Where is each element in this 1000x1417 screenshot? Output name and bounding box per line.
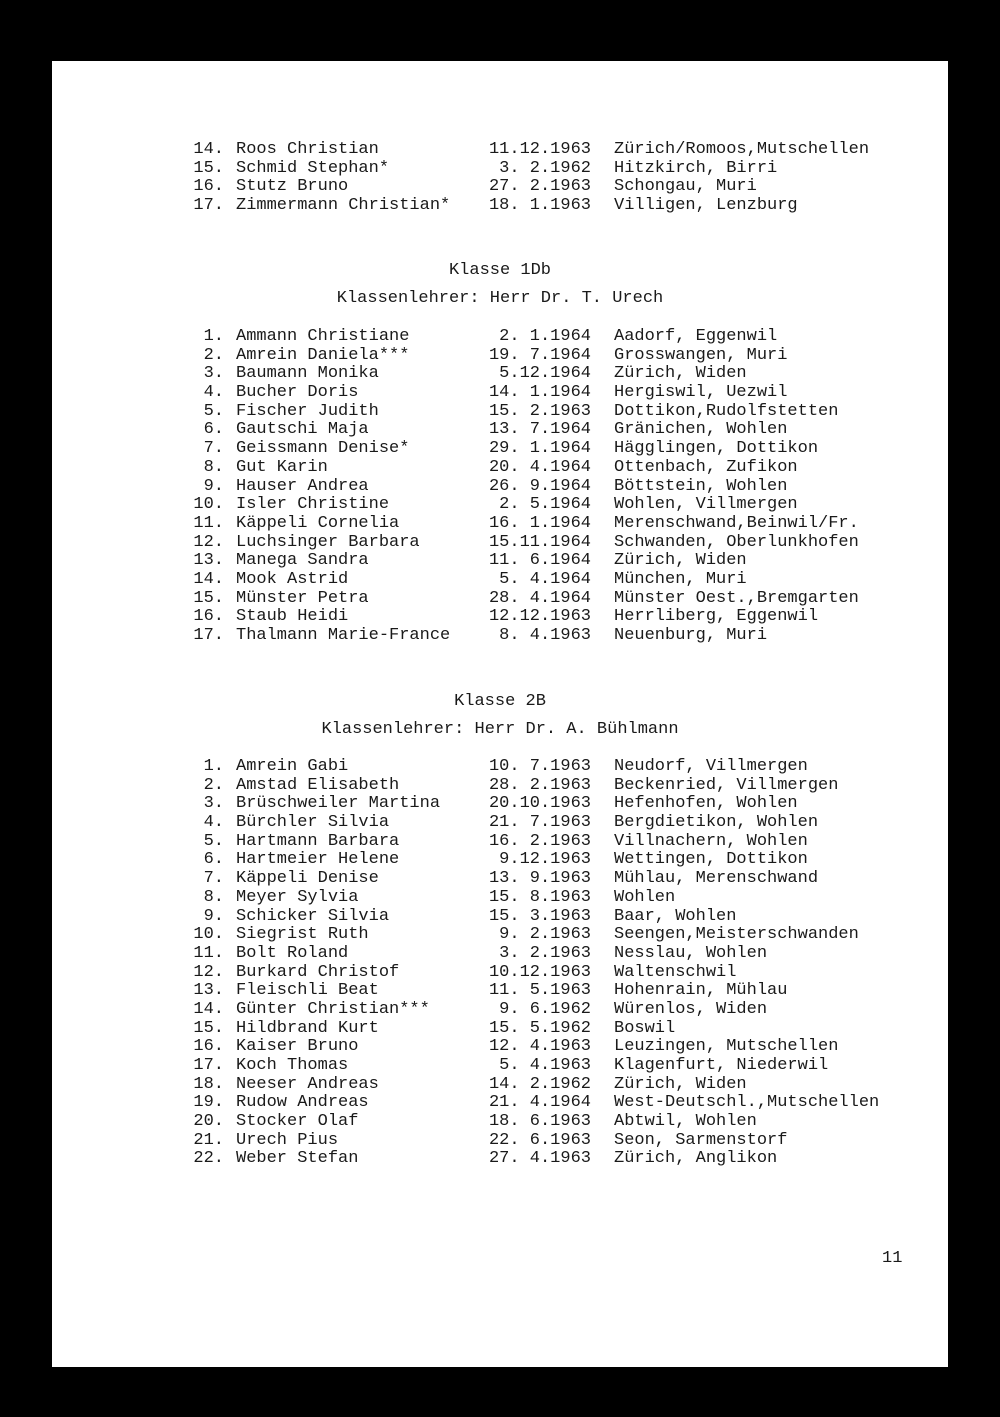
student-name: Neeser Andreas [236,1074,379,1094]
hometown-residence: Zürich, Widen [614,551,747,571]
birth-date: 15. 8.1963 [488,887,591,907]
student-number: 14. [193,999,224,1019]
student-row [52,627,948,646]
birth-date: 11.12.1963 [488,140,591,159]
student-name: Manega Sandra [236,551,369,571]
student-number: 11. [193,513,224,533]
student-row [52,833,948,852]
hometown-residence: Dottikon,Rudolfstetten [614,401,839,421]
student-name: Roos Christian [236,140,379,159]
student-name: Amrein Daniela*** [236,345,410,365]
student-number: 6. [203,420,224,440]
student-name: Gautschi Maja [236,420,369,440]
student-row [52,365,948,384]
hometown-residence: Mühlau, Merenschwand [614,869,819,889]
student-number: 1. [203,757,224,776]
student-row [52,534,948,553]
birth-date: 16. 2.1963 [488,831,591,851]
hometown-residence: Hefenhofen, Wohlen [614,794,798,814]
student-number: 7. [203,439,224,459]
hometown-residence: Baar, Wohlen [614,906,737,926]
hometown-residence: Zürich, Anglikon [614,1149,778,1169]
student-row [52,1094,948,1113]
student-name: Bolt Roland [236,943,349,963]
student-row [52,496,948,515]
student-number: 6. [203,850,224,870]
birth-date: 28. 2.1963 [488,775,591,795]
student-row [52,608,948,627]
student-number: 12. [193,962,224,982]
student-name: Käppeli Denise [236,869,379,889]
hometown-residence: Leuzingen, Mutschellen [614,1037,839,1057]
hometown-residence: Wettingen, Dottikon [614,850,808,870]
hometown-residence: Neudorf, Villmergen [614,757,808,776]
student-name: Münster Petra [236,588,369,608]
student-name: Weber Stefan [236,1149,359,1169]
student-name: Isler Christine [236,495,390,515]
student-row [52,982,948,1001]
student-name: Fischer Judith [236,401,379,421]
hometown-residence: Abtwil, Wohlen [614,1112,757,1132]
student-row [52,478,948,497]
birth-date: 29. 1.1964 [488,439,591,459]
student-row [52,926,948,945]
student-number: 9. [203,476,224,496]
birth-date: 9. 6.1962 [499,999,591,1019]
hometown-residence: Zürich, Widen [614,1074,747,1094]
student-number: 8. [203,887,224,907]
student-row [52,851,948,870]
student-number: 15. [193,588,224,608]
student-name: Ammann Christiane [236,327,410,346]
student-row [52,1076,948,1095]
student-name: Bürchler Silvia [236,813,390,833]
birth-date: 15. 5.1962 [488,1018,591,1038]
student-row [52,347,948,366]
student-number: 8. [203,457,224,477]
student-name: Stutz Bruno [236,177,349,197]
birth-date: 11. 5.1963 [488,981,591,1001]
birth-date: 10.12.1963 [488,962,591,982]
birth-date: 15.11.1964 [488,532,591,552]
student-name: Hartmeier Helene [236,850,400,870]
hometown-residence: Zürich/Romoos,Mutschellen [614,140,870,159]
student-number: 17. [193,1056,224,1075]
birth-date: 9. 2.1963 [499,925,591,945]
birth-date: 8. 4.1963 [499,626,591,645]
birth-date: 5. 4.1964 [499,569,591,589]
student-row [52,1057,948,1076]
student-row [52,197,948,216]
student-list-class-1db [52,328,948,646]
student-row [52,1038,948,1057]
hometown-residence: Aadorf, Eggenwil [614,327,778,346]
birth-date: 16. 1.1964 [488,513,591,533]
birth-date: 19. 7.1964 [488,345,591,365]
student-number: 5. [203,831,224,851]
student-name: Gut Karin [236,457,328,477]
student-number: 16. [193,607,224,627]
student-row [52,459,948,478]
birth-date: 28. 4.1964 [488,588,591,608]
student-row [52,515,948,534]
student-name: Amrein Gabi [236,757,349,776]
student-number: 4. [203,383,224,403]
student-number: 14. [193,140,224,159]
hometown-residence: Ottenbach, Zufikon [614,457,798,477]
student-row [52,889,948,908]
student-name: Käppeli Cornelia [236,513,400,533]
student-row [52,552,948,571]
student-name: Amstad Elisabeth [236,775,400,795]
student-row [52,945,948,964]
hometown-residence: Schwanden, Oberlunkhofen [614,532,859,552]
student-name: Hauser Andrea [236,476,369,496]
hometown-residence: Gränichen, Wohlen [614,420,788,440]
student-name: Staub Heidi [236,607,349,627]
birth-date: 21. 7.1963 [488,813,591,833]
student-number: 7. [203,869,224,889]
student-number: 17. [193,626,224,645]
student-name: Günter Christian*** [236,999,430,1019]
student-name: Zimmermann Christian* [236,196,451,216]
birth-date: 11. 6.1964 [488,551,591,571]
hometown-residence: Schongau, Muri [614,177,757,197]
student-number: 20. [193,1112,224,1132]
student-number: 15. [193,1018,224,1038]
birth-date: 9.12.1963 [499,850,591,870]
hometown-residence: Neuenburg, Muri [614,626,768,645]
hometown-residence: Villigen, Lenzburg [614,196,798,216]
student-name: Meyer Sylvia [236,887,359,907]
hometown-residence: Seengen,Meisterschwanden [614,925,859,945]
student-number: 17. [193,196,224,216]
student-number: 16. [193,177,224,197]
student-name: Schmid Stephan* [236,158,390,178]
student-row [52,440,948,459]
birth-date: 12. 4.1963 [488,1037,591,1057]
birth-date: 20.10.1963 [488,794,591,814]
hometown-residence: Münster Oest.,Bremgarten [614,588,859,608]
birth-date: 18. 6.1963 [488,1112,591,1132]
student-name: Schicker Silvia [236,906,390,926]
student-number: 12. [193,532,224,552]
birth-date: 3. 2.1963 [499,943,591,963]
class-1db-title: Klasse 1Db [448,261,552,280]
student-number: 11. [193,943,224,963]
student-number: 16. [193,1037,224,1057]
student-row [52,964,948,983]
student-name: Hildbrand Kurt [236,1018,379,1038]
hometown-residence: Seon, Sarmenstorf [614,1130,788,1150]
page-number: 11 [882,1249,903,1268]
birth-date: 10. 7.1963 [488,757,591,776]
student-row [52,1113,948,1132]
student-name: Bucher Doris [236,383,359,403]
hometown-residence: Klagenfurt, Niederwil [614,1056,829,1075]
birth-date: 22. 6.1963 [488,1130,591,1150]
student-number: 9. [203,906,224,926]
student-list-class-2b [52,758,948,1169]
student-name: Geissmann Denise* [236,439,410,459]
student-row [52,421,948,440]
hometown-residence: Böttstein, Wohlen [614,476,788,496]
hometown-residence: Nesslau, Wohlen [614,943,768,963]
student-name: Kaiser Bruno [236,1037,359,1057]
hometown-residence: Würenlos, Widen [614,999,768,1019]
birth-date: 14. 1.1964 [488,383,591,403]
student-number: 5. [203,401,224,421]
class-2b-teacher: Klassenlehrer: Herr Dr. A. Bühlmann [321,720,679,739]
student-row [52,328,948,347]
birth-date: 18. 1.1963 [488,196,591,216]
student-row [52,1001,948,1020]
student-row [52,908,948,927]
birth-date: 14. 2.1962 [488,1074,591,1094]
student-name: Baumann Monika [236,364,379,384]
student-name: Rudow Andreas [236,1093,369,1113]
student-number: 13. [193,981,224,1001]
student-row [52,795,948,814]
birth-date: 13. 9.1963 [488,869,591,889]
student-name: Koch Thomas [236,1056,349,1075]
student-number: 10. [193,925,224,945]
birth-date: 15. 2.1963 [488,401,591,421]
student-row [52,1132,948,1151]
student-number: 15. [193,158,224,178]
student-row [52,814,948,833]
student-row [52,384,948,403]
hometown-residence: Hitzkirch, Birri [614,158,778,178]
hometown-residence: Herrliberg, Eggenwil [614,607,819,627]
birth-date: 5.12.1964 [499,364,591,384]
student-name: Mook Astrid [236,569,349,589]
student-number: 4. [203,813,224,833]
student-number: 14. [193,569,224,589]
student-number: 2. [203,345,224,365]
birth-date: 13. 7.1964 [488,420,591,440]
hometown-residence: Merenschwand,Beinwil/Fr. [614,513,859,533]
student-name: Fleischli Beat [236,981,379,1001]
birth-date: 2. 5.1964 [499,495,591,515]
student-name: Siegrist Ruth [236,925,369,945]
student-row [52,777,948,796]
student-number: 10. [193,495,224,515]
student-number: 13. [193,551,224,571]
student-number: 18. [193,1074,224,1094]
student-number: 1. [203,327,224,346]
birth-date: 3. 2.1962 [499,158,591,178]
student-name: Brüschweiler Martina [236,794,441,814]
birth-date: 27. 4.1963 [488,1149,591,1169]
hometown-residence: West-Deutschl.,Mutschellen [614,1093,880,1113]
student-row [52,178,948,197]
hometown-residence: Wohlen [614,887,676,907]
birth-date: 20. 4.1964 [488,457,591,477]
birth-date: 21. 4.1964 [488,1093,591,1113]
student-row [52,403,948,422]
student-number: 22. [193,1149,224,1169]
student-number: 19. [193,1093,224,1113]
hometown-residence: Waltenschwil [614,962,737,982]
hometown-residence: Beckenried, Villmergen [614,775,839,795]
student-name: Burkard Christof [236,962,400,982]
hometown-residence: Boswil [614,1018,676,1038]
birth-date: 27. 2.1963 [488,177,591,197]
student-row [52,870,948,889]
student-row [52,590,948,609]
student-name: Hartmann Barbara [236,831,400,851]
birth-date: 15. 3.1963 [488,906,591,926]
student-name: Luchsinger Barbara [236,532,420,552]
student-list-continued [52,141,948,216]
student-name: Stocker Olaf [236,1112,359,1132]
hometown-residence: München, Muri [614,569,747,589]
student-row [52,160,948,179]
student-name: Thalmann Marie-France [236,626,451,645]
hometown-residence: Villnachern, Wohlen [614,831,808,851]
class-2b-title: Klasse 2B [454,692,546,711]
student-row [52,758,948,777]
birth-date: 12.12.1963 [488,607,591,627]
hometown-residence: Zürich, Widen [614,364,747,384]
student-row [52,141,948,160]
student-row [52,571,948,590]
student-number: 3. [203,794,224,814]
student-number: 2. [203,775,224,795]
student-number: 3. [203,364,224,384]
birth-date: 2. 1.1964 [499,327,591,346]
student-number: 21. [193,1130,224,1150]
hometown-residence: Bergdietikon, Wohlen [614,813,819,833]
student-row [52,1150,948,1169]
birth-date: 26. 9.1964 [488,476,591,496]
hometown-residence: Wohlen, Villmergen [614,495,798,515]
hometown-residence: Hägglingen, Dottikon [614,439,819,459]
hometown-residence: Hergiswil, Uezwil [614,383,788,403]
birth-date: 5. 4.1963 [499,1056,591,1075]
class-1db-teacher: Klassenlehrer: Herr Dr. T. Urech [336,289,664,308]
student-name: Urech Pius [236,1130,339,1150]
document-page [52,61,948,1367]
student-row [52,1020,948,1039]
hometown-residence: Hohenrain, Mühlau [614,981,788,1001]
hometown-residence: Grosswangen, Muri [614,345,788,365]
